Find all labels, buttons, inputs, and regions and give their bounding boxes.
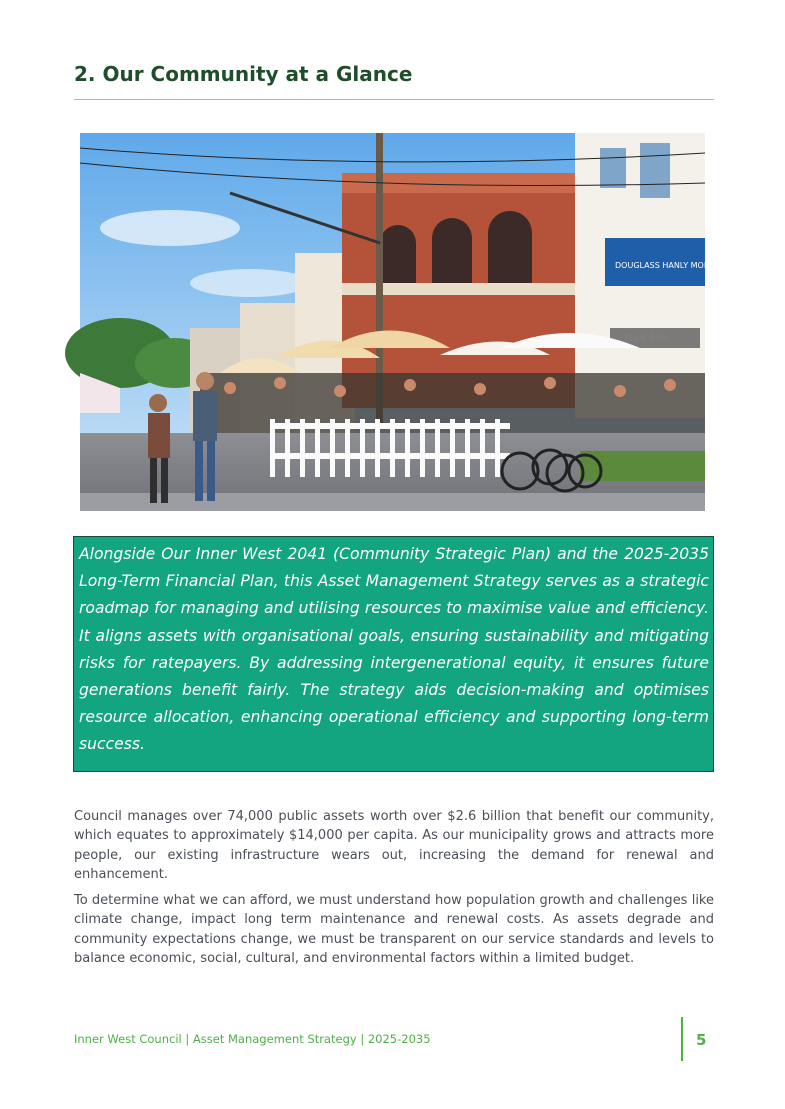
page-title: 2. Our Community at a Glance (74, 62, 413, 86)
body-paragraph-1: Council manages over 74,000 public assets worth over $2.6 billion that benefit our community, which equates to approximately $14,000 per capita. As our municipality grows and attracts more people, our existing infrastructure wears out, increasing the demand for renewal and enhancement. (74, 809, 714, 882)
callout-text: Alongside Our Inner West 2041 (Community Strategic Plan) and the 2025-2035 Long-Term Financial Plan, this Asset Management Strategy serves as a strategic roadmap for managing and utilising resources to maximise value and efficiency. It aligns assets with organisational goals, ensuring sustainability and mitigating risks for ratepayers. By addressing intergenerational equity, it ensures future generations benefit fairly. The strategy aids decision-making and optimises resource allocation, enhancing operational efficiency and supporting long-term success. (79, 545, 709, 754)
strategy-callout-box (73, 536, 714, 772)
body-paragraph-2: To determine what we can afford, we must understand how population growth and challenges like climate change, impact long term maintenance and renewal costs. As assets degrade and community expectations change, we must be transparent on our service standards and levels to balance economic, social, cultural, and environmental factors within a limited budget. (74, 893, 714, 967)
footer-divider (681, 1017, 683, 1061)
body-text (74, 807, 714, 975)
shop-sign-text: DOUGLASS HANLY MOIR PATH (615, 261, 735, 270)
street-scene-photo (80, 133, 735, 511)
page-number: 5 (696, 1031, 707, 1049)
footer-document-title: Inner West Council | Asset Management Strategy | 2025-2035 (74, 1032, 431, 1046)
title-divider (74, 99, 714, 100)
